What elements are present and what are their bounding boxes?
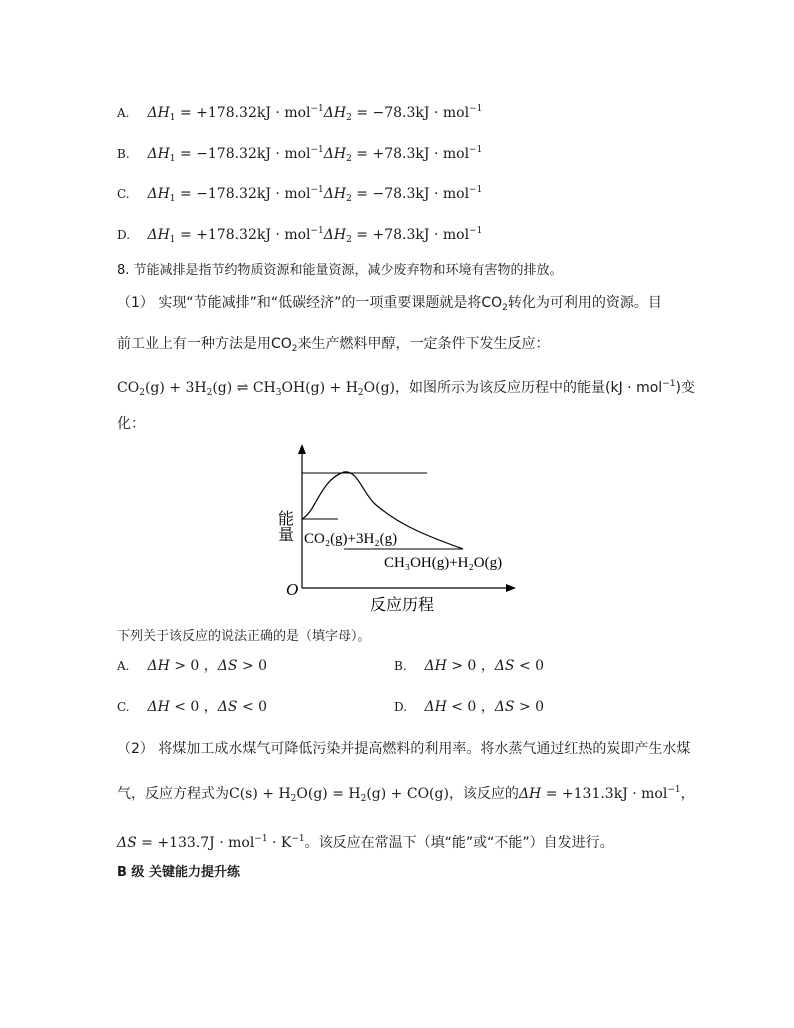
y-axis-arrow [298,444,306,454]
q8-option-b: B. ΔH > 0 ，ΔS < 0 [394,658,545,674]
q7-option-d: D. $\Delta H_1 = +178.32kJ \cdot mol^{-1}\Delta H_2 = +78.3kJ \cdot mol^{-1}$ [117,226,483,245]
q8-part1-line4: 化： [117,416,145,432]
section-b-heading: B 级 关键能力提升练 [117,865,240,880]
x-axis-arrow [506,584,516,592]
q8-part1-line2: 前工业上有一种方法是用$CO_2$来生产燃料甲醇，一定条件下发生反应： [117,336,550,354]
origin-label: O [286,580,299,599]
q8-part2-line1: （2） 将煤加工成水煤气可降低污染并提高燃料的利用率。将水蒸气通过红热的炭即产生水煤 [117,741,691,757]
y-axis-label: 能量 [275,510,293,542]
q8-part2-line2: 气，反应方程式为$C(s) + H_2O(g) = H_2(g) + CO(g)$，该反应的ΔH = +131.3kJ · mol$^{-1}$， [117,785,695,804]
x-axis-label: 反应历程 [370,597,435,614]
q8-equation-line: $CO_2(g) + 3H_2(g)$ ⇌ $CH_3OH(g) + H_2O(g)$，如图所示为该反应历程中的能量(kJ · mol$^{-1}$)变 [117,379,695,398]
q8-part2-line3: $\Delta S = +133.7J \cdot mol^{-1} \cdot K^{-1}$。该反应在常温下（填“能”或“不能”）自发进行。 [117,834,614,851]
reactants-label: CO₂(g)+3H₂(g) [304,531,398,547]
q8-question: 下列关于该反应的说法正确的是（填字母）。 [117,629,371,644]
q7-option-c: C. $\Delta H_1 = -178.32kJ \cdot mol^{-1}\Delta H_2 = -78.3kJ \cdot mol^{-1}$ [117,185,483,204]
energy-diagram [275,440,530,620]
q8-option-a: A. ΔH > 0 ，ΔS > 0 [117,658,268,674]
q8-option-c: C. ΔH < 0 ，ΔS < 0 [117,699,268,715]
q7-option-b: B. $\Delta H_1 = -178.32kJ \cdot mol^{-1}\Delta H_2 = +78.3kJ \cdot mol^{-1}$ [117,145,483,164]
products-label: CH₃OH(g)+H₂O(g) [384,555,503,571]
q8-part1-line1: （1） 实现“节能减排”和“低碳经济”的一项重要课题就是将$CO_2$转化为可利用的资源。目 [117,295,662,313]
q7-option-a: A. $\Delta H_1 = +178.32kJ \cdot mol^{-1}\Delta H_2 = -78.3kJ \cdot mol^{-1}$ [117,104,483,123]
q8-option-d: D. ΔH < 0 ，ΔS > 0 [394,699,545,715]
q8-intro: 8. 节能减排是指节约物质资源和能量资源，减少废弃物和环境有害物的排放。 [117,263,563,278]
